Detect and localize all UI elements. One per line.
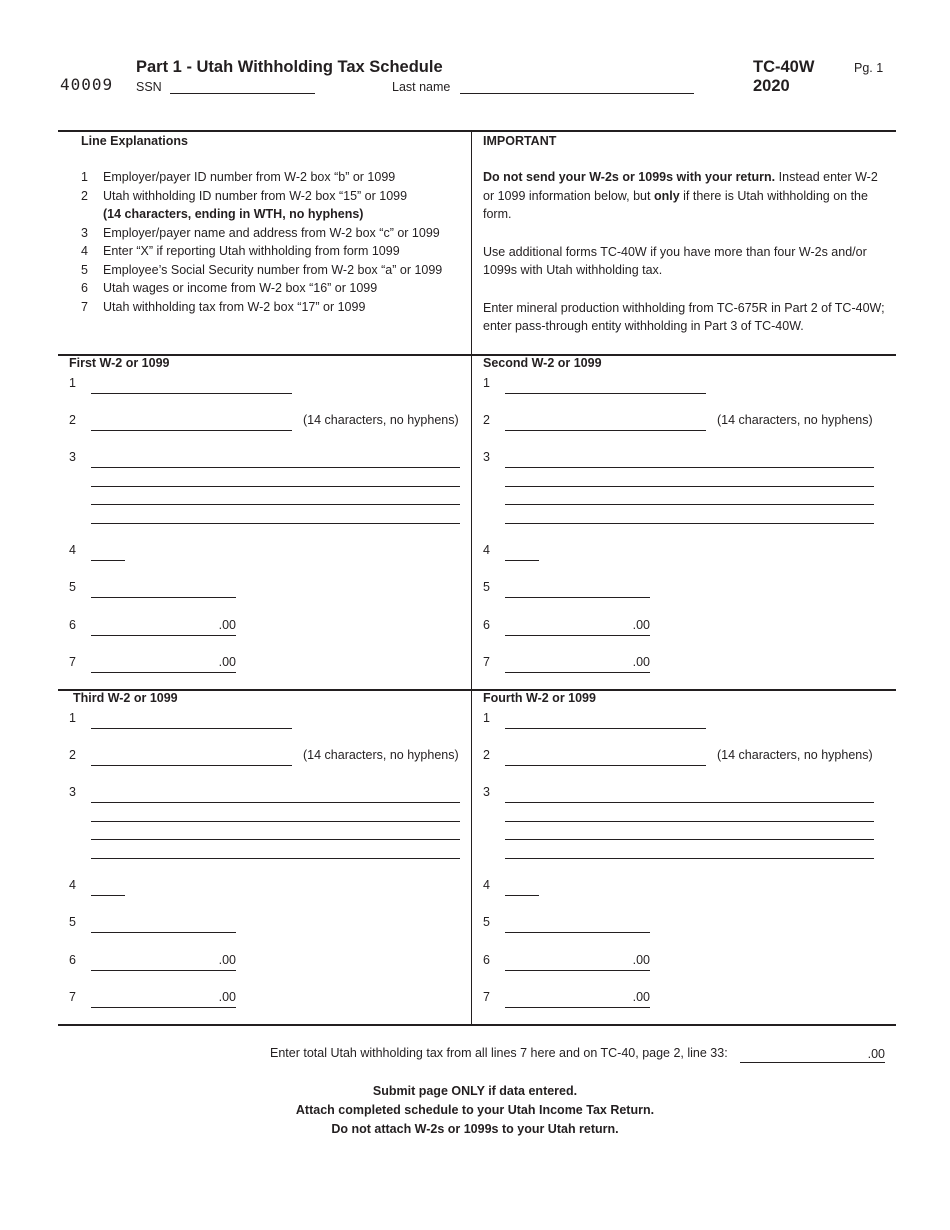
utah-withholding-tax-cents: .00 (632, 655, 650, 669)
submit-line-3: Do not attach W-2s or 1099s to your Utah return. (331, 1122, 619, 1136)
explanation-row: (14 characters, ending in WTH, no hyphens) (103, 207, 364, 221)
utah-withholding-tax-field[interactable] (91, 672, 236, 673)
employee-ssn-field[interactable] (505, 597, 650, 598)
utah-withholding-id-field[interactable] (505, 430, 706, 431)
utah-withholding-tax-field[interactable] (91, 1007, 236, 1008)
explanation-row: 5 Employee’s Social Security number from W-2 box “a” or 1099 (81, 262, 443, 277)
line-2-note: (14 characters, no hyphens) (717, 748, 873, 762)
w2-block-heading: Third W-2 or 1099 (73, 691, 178, 705)
utah-wages-field[interactable] (505, 970, 650, 971)
line-2-note: (14 characters, no hyphens) (717, 413, 873, 427)
line-2-number: 2 (483, 748, 490, 762)
w2-block-heading: Second W-2 or 1099 (483, 356, 602, 370)
employer-name-address-field-3[interactable] (91, 504, 460, 505)
line-3-number: 3 (69, 450, 76, 464)
employer-name-address-field-3[interactable] (505, 504, 874, 505)
form-1099-x-field[interactable] (91, 895, 125, 896)
line-2-number: 2 (483, 413, 490, 427)
page-title: Part 1 - Utah Withholding Tax Schedule (136, 58, 443, 76)
employer-name-address-field-1[interactable] (505, 467, 874, 468)
important-paragraph-3: Enter mineral production withholding from TC-675R in Part 2 of TC-40W; enter pass-through entity withholding in Part 3 of TC-40W. (483, 300, 885, 333)
line-5-number: 5 (69, 915, 76, 929)
ssn-field[interactable] (170, 93, 315, 94)
page-number: Pg. 1 (854, 61, 884, 75)
utah-withholding-id-field[interactable] (505, 765, 706, 766)
employer-name-address-field-3[interactable] (505, 839, 874, 840)
employer-id-field[interactable] (91, 728, 292, 729)
utah-wages-cents: .00 (632, 953, 650, 967)
explanation-row: 2 Utah withholding ID number from W-2 box “15” or 1099 (81, 188, 408, 203)
employer-id-field[interactable] (91, 393, 292, 394)
last-name-field[interactable] (460, 93, 694, 94)
employer-name-address-field-2[interactable] (91, 486, 460, 487)
line-2-number: 2 (69, 748, 76, 762)
w2-block-heading: First W-2 or 1099 (69, 356, 170, 370)
explanation-row: 3 Employer/payer name and address from W-2 box “c” or 1099 (81, 225, 440, 240)
line-2-number: 2 (69, 413, 76, 427)
line-3-number: 3 (483, 785, 490, 799)
total-withholding-field[interactable] (740, 1062, 885, 1063)
last-name-label: Last name (392, 80, 451, 94)
utah-withholding-tax-field[interactable] (505, 1007, 650, 1008)
ssn-label: SSN (136, 80, 162, 94)
utah-withholding-tax-cents: .00 (632, 990, 650, 1004)
utah-withholding-tax-cents: .00 (218, 655, 236, 669)
line-5-number: 5 (69, 580, 76, 594)
bottom-rule (58, 1024, 896, 1026)
important-notes (483, 168, 888, 355)
form-id: TC-40W (753, 58, 815, 76)
line-6-number: 6 (483, 618, 490, 632)
utah-wages-cents: .00 (218, 953, 236, 967)
w2-entry-block-4 (483, 691, 893, 1024)
utah-wages-field[interactable] (505, 635, 650, 636)
employer-id-field[interactable] (505, 728, 706, 729)
employer-name-address-field-2[interactable] (505, 821, 874, 822)
line-1-number: 1 (69, 376, 76, 390)
form-year: 2020 (753, 77, 790, 95)
line-4-number: 4 (483, 543, 490, 557)
submit-instructions (0, 1082, 950, 1139)
employer-name-address-field-2[interactable] (91, 821, 460, 822)
total-withholding-cents: .00 (867, 1047, 885, 1061)
employer-id-field[interactable] (505, 393, 706, 394)
utah-wages-cents: .00 (218, 618, 236, 632)
employer-name-address-field-4[interactable] (505, 523, 874, 524)
top-rule (58, 130, 896, 132)
utah-withholding-id-field[interactable] (91, 765, 292, 766)
w2-block-heading: Fourth W-2 or 1099 (483, 691, 596, 705)
employee-ssn-field[interactable] (91, 932, 236, 933)
w2-entry-block-3 (69, 691, 479, 1024)
line-7-number: 7 (69, 655, 76, 669)
line-2-note: (14 characters, no hyphens) (303, 413, 459, 427)
line-4-number: 4 (69, 878, 76, 892)
line-6-number: 6 (69, 953, 76, 967)
employer-name-address-field-4[interactable] (91, 523, 460, 524)
line-7-number: 7 (483, 655, 490, 669)
explanation-row: 1 Employer/payer ID number from W-2 box “b” or 1099 (81, 170, 396, 184)
employer-name-address-field-4[interactable] (91, 858, 460, 859)
employer-name-address-field-2[interactable] (505, 486, 874, 487)
utah-wages-cents: .00 (632, 618, 650, 632)
line-4-number: 4 (483, 878, 490, 892)
utah-wages-field[interactable] (91, 635, 236, 636)
line-explanations-list (81, 168, 442, 316)
utah-withholding-tax-field[interactable] (505, 672, 650, 673)
line-5-number: 5 (483, 580, 490, 594)
line-6-number: 6 (69, 618, 76, 632)
line-1-number: 1 (69, 711, 76, 725)
line-5-number: 5 (483, 915, 490, 929)
submit-line-2: Attach completed schedule to your Utah Income Tax Return. (295, 1103, 655, 1117)
explanation-row: 4 Enter “X” if reporting Utah withholding from form 1099 (81, 244, 400, 258)
line-2-note: (14 characters, no hyphens) (303, 748, 459, 762)
line-explanations-heading: Line Explanations (81, 134, 188, 148)
form-1099-x-field[interactable] (91, 560, 125, 561)
line-6-number: 6 (483, 953, 490, 967)
w2-entry-block-2 (483, 356, 893, 689)
employer-name-address-field-1[interactable] (505, 802, 874, 803)
utah-wages-field[interactable] (91, 970, 236, 971)
explanation-row: 7 Utah withholding tax from W-2 box “17” or 1099 (81, 299, 366, 314)
employer-name-address-field-4[interactable] (505, 858, 874, 859)
line-1-number: 1 (483, 376, 490, 390)
employee-ssn-field[interactable] (505, 932, 650, 933)
employer-name-address-field-1[interactable] (91, 802, 460, 803)
line-3-number: 3 (483, 450, 490, 464)
form-number-code: 40009 (60, 75, 114, 94)
employer-name-address-field-3[interactable] (91, 839, 460, 840)
important-heading: IMPORTANT (483, 134, 557, 148)
important-paragraph-1: Do not send your W-2s or 1099s with your return. Instead enter W-2 or 1099 information below, but only if there is Utah withholding on the form. (483, 170, 878, 221)
important-paragraph-2: Use additional forms TC-40W if you have more than four W-2s and/or 1099s with Utah withholding tax. (483, 244, 867, 277)
utah-withholding-id-field[interactable] (91, 430, 292, 431)
employer-name-address-field-1[interactable] (91, 467, 460, 468)
form-1099-x-field[interactable] (505, 560, 539, 561)
line-7-number: 7 (69, 990, 76, 1004)
line-3-number: 3 (69, 785, 76, 799)
line-1-number: 1 (483, 711, 490, 725)
form-1099-x-field[interactable] (505, 895, 539, 896)
line-4-number: 4 (69, 543, 76, 557)
utah-withholding-tax-cents: .00 (218, 990, 236, 1004)
line-7-number: 7 (483, 990, 490, 1004)
submit-line-1: Submit page ONLY if data entered. (372, 1084, 578, 1098)
employee-ssn-field[interactable] (91, 597, 236, 598)
w2-entry-block-1 (69, 356, 479, 689)
total-withholding-label: Enter total Utah withholding tax from all lines 7 here and on TC-40, page 2, line 33: (270, 1046, 728, 1060)
explanation-row: 6 Utah wages or income from W-2 box “16” or 1099 (81, 281, 378, 295)
